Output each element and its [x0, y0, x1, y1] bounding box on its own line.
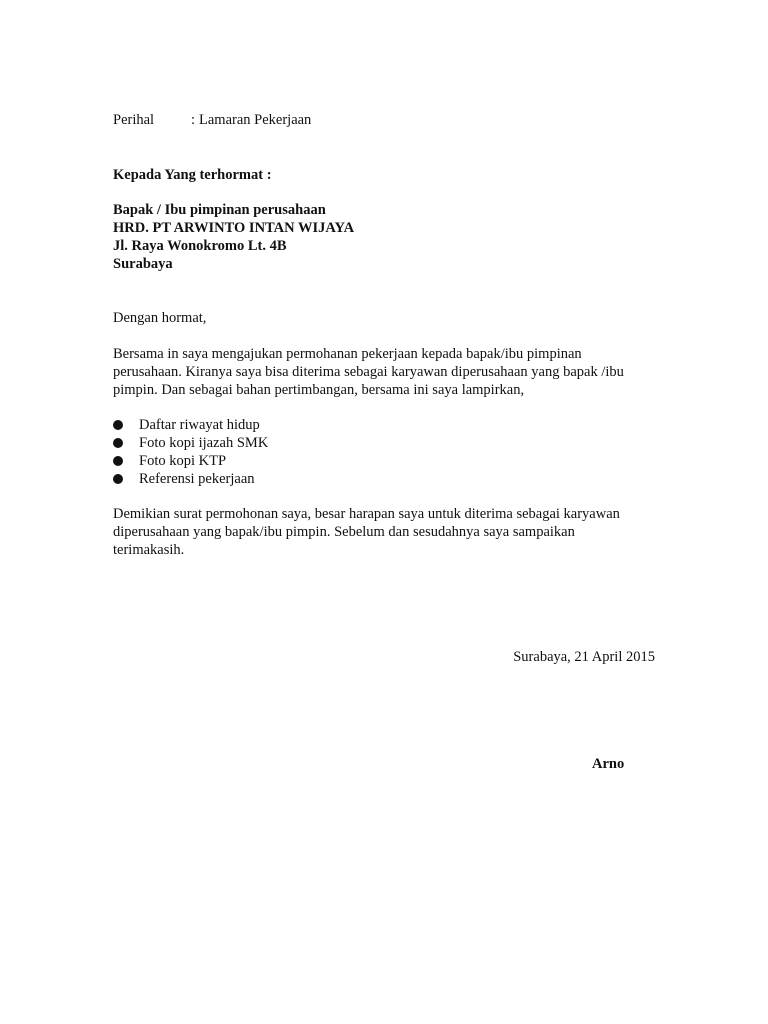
closing-line: terimakasih. — [113, 542, 185, 558]
recipient-greeting: Kepada Yang terhormat : — [113, 167, 272, 183]
recipient-line: Jl. Raya Wonokromo Lt. 4B — [113, 238, 287, 254]
subject-value: Lamaran Pekerjaan — [199, 112, 312, 128]
list-item-text: Foto kopi KTP — [139, 453, 227, 469]
bullet-icon — [113, 438, 123, 448]
signature-name: Arno — [592, 756, 625, 772]
closing-line: Demikian surat permohonan saya, besar harapan saya untuk diterima sebagai karyawan — [113, 506, 620, 522]
list-item-text: Foto kopi ijazah SMK — [139, 435, 269, 451]
bullet-icon — [113, 420, 123, 430]
salutation: Dengan hormat, — [113, 310, 207, 326]
bullet-icon — [113, 474, 123, 484]
body-line: pimpin. Dan sebagai bahan pertimbangan, bersama ini saya lampirkan, — [113, 382, 525, 398]
list-item-text: Referensi pekerjaan — [139, 471, 255, 487]
subject-separator: : — [191, 112, 196, 128]
list-item-text: Daftar riwayat hidup — [139, 417, 260, 433]
recipient-line: Surabaya — [113, 256, 173, 272]
subject-label: Perihal — [113, 112, 155, 128]
recipient-line: HRD. PT ARWINTO INTAN WIJAYA — [113, 220, 355, 236]
closing-line: diperusahaan yang bapak/ibu pimpin. Sebelum dan sesudahnya saya sampaikan — [113, 524, 575, 540]
bullet-icon — [113, 456, 123, 466]
place-date: Surabaya, 21 April 2015 — [513, 649, 655, 665]
body-line: perusahaan. Kiranya saya bisa diterima sebagai karyawan diperusahaan yang bapak /ibu — [113, 364, 624, 380]
recipient-line: Bapak / Ibu pimpinan perusahaan — [113, 202, 326, 218]
body-line: Bersama in saya mengajukan permohanan pekerjaan kepada bapak/ibu pimpinan — [113, 346, 582, 362]
